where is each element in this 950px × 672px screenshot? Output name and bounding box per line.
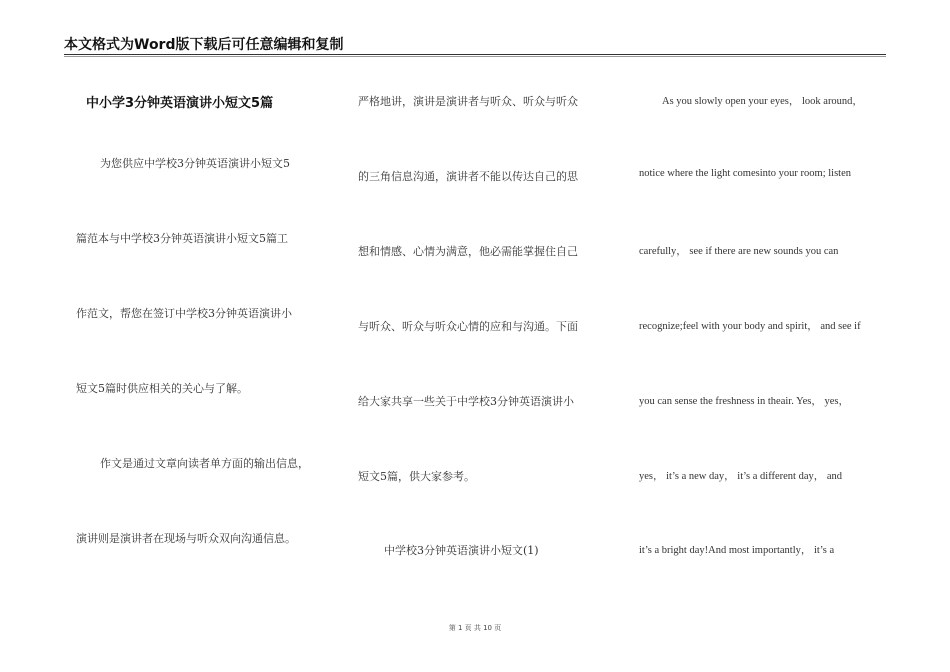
header-divider [64, 54, 886, 55]
paragraph-line: 短文5篇时供应相关的关心与了解。 [76, 382, 248, 395]
paragraph-line: recognize;feel with your body and spirit， and see if [639, 321, 861, 332]
paragraph-line: 短文5篇，供大家参考。 [358, 470, 475, 483]
paragraph-line: 给大家共享一些关于中学校3分钟英语演讲小 [358, 395, 574, 408]
paragraph-line: 严格地讲，演讲是演讲者与听众、听众与听众 [358, 95, 578, 108]
paragraph-line: 作范文，帮您在签订中学校3分钟英语演讲小 [76, 307, 292, 320]
paragraph-line: notice where the light comesinto your room; listen [639, 168, 851, 179]
section-heading: 中学校3分钟英语演讲小短文(1) [384, 544, 539, 557]
header-divider-secondary [64, 56, 886, 57]
paragraph-line: carefully， see if there are new sounds you can [639, 246, 839, 257]
paragraph-line: it’s a bright day!And most importantly， it’s a [639, 545, 835, 556]
paragraph-line: you can sense the freshness in theair. Yes， yes， [639, 396, 849, 407]
article-title: 中小学3分钟英语演讲小短文5篇 [86, 96, 274, 111]
page-number: 第 1 页 共 10 页 [448, 624, 502, 632]
paragraph-line: 篇范本与中学校3分钟英语演讲小短文5篇工 [76, 232, 288, 245]
paragraph-line: 想和情感、心情为满意，他必需能掌握住自己 [358, 245, 578, 258]
document-header-title: 本文格式为Word版下载后可任意编辑和复制 [64, 37, 344, 53]
paragraph-line: 作文是通过文章向读者单方面的输出信息， [100, 457, 309, 470]
paragraph-line: 的三角信息沟通，演讲者不能以传达自己的思 [358, 170, 578, 183]
paragraph-line: As you slowly open your eyes， look around， [662, 96, 863, 107]
paragraph-line: 与听众、听众与听众心情的应和与沟通。下面 [358, 320, 578, 333]
paragraph-line: 为您供应中学校3分钟英语演讲小短文5 [100, 157, 290, 170]
paragraph-line: 演讲则是演讲者在现场与听众双向沟通信息。 [76, 532, 296, 545]
paragraph-line: yes， it’s a new day， it’s a different day， and [639, 471, 843, 482]
